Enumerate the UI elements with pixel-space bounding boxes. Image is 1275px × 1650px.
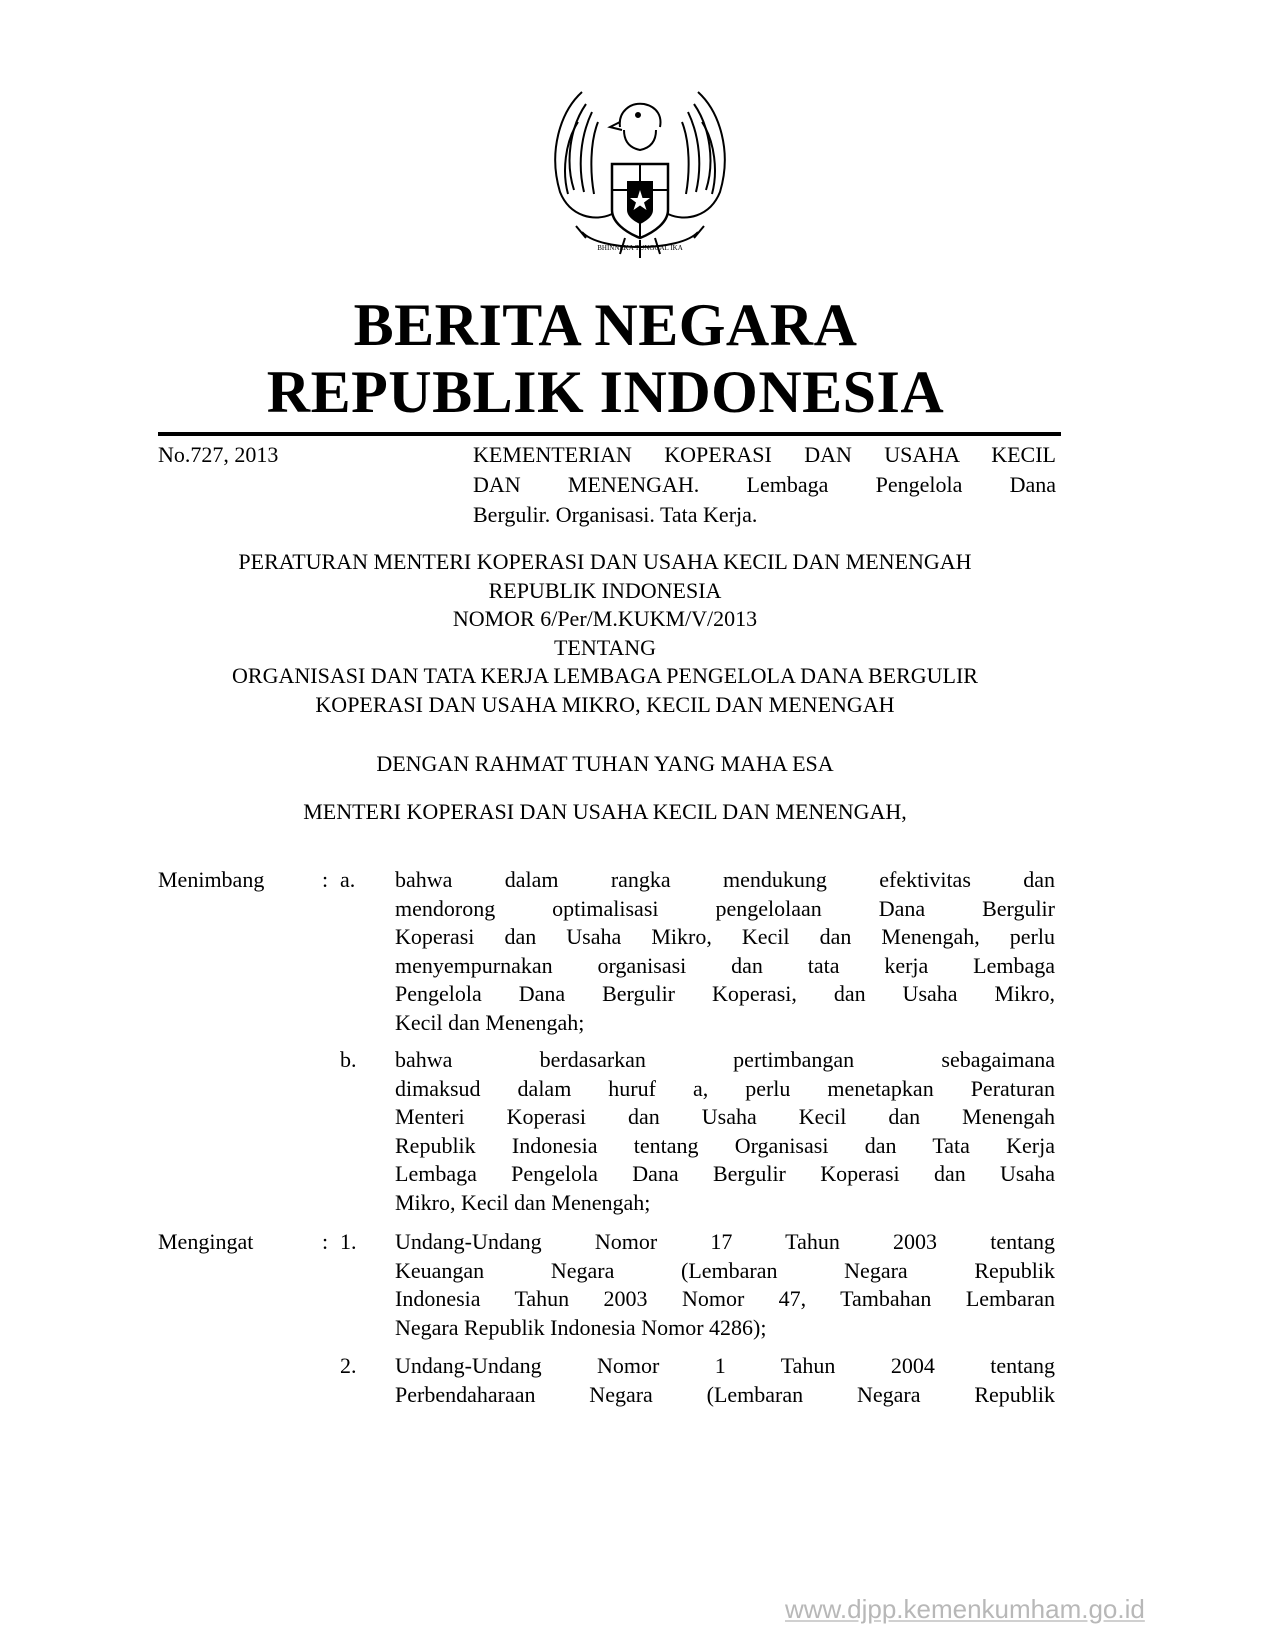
menimbang-label: Menimbang [158,867,265,892]
regulation-tentang: TENTANG [553,634,657,660]
summary-line: Bergulir. Organisasi. Tata Kerja. [473,502,758,527]
menimbang-colon: : [322,867,329,892]
regulation-country: REPUBLIK INDONESIA [488,577,722,603]
menimbang-item-a [395,866,1055,1037]
text-line: Undang-Undang Nomor 1 Tahun 2004 tentang [395,1353,1055,1378]
menimbang-marker-b: b. [340,1047,357,1072]
text-line: Pengelola Dana Bergulir Koperasi, dan Usaha Mikro, [395,981,1055,1006]
menimbang-item-b [395,1046,1055,1217]
text-line: bahwa dalam rangka mendukung efektivitas dan [395,867,1055,892]
text-line: mendorong optimalisasi pengelolaan Dana Bergulir [395,895,1055,921]
text-line: Indonesia Tahun 2003 Nomor 47, Tambahan Lembaran [395,1286,1055,1311]
mengingat-marker-1: 1. [340,1229,357,1254]
text-line: menyempurnakan organisasi dan tata kerja Lembaga [395,952,1055,978]
text-line: Mikro, Kecil dan Menengah; [395,1189,651,1215]
text-line: Perbendaharaan Negara (Lembaran Negara Republik [395,1381,1055,1407]
rahmat-line: DENGAN RAHMAT TUHAN YANG MAHA ESA [376,751,834,776]
menteri-line: MENTERI KOPERASI DAN USAHA KECIL DAN MENENGAH, [303,799,907,824]
text-line: Negara Republik Indonesia Nomor 4286); [395,1314,767,1340]
regulation-subject-line1: ORGANISASI DAN TATA KERJA LEMBAGA PENGELOLA DANA BERGULIR [232,663,978,688]
regulation-heading [130,548,1080,719]
mengingat-label: Mengingat [158,1229,254,1254]
mengingat-item-1 [395,1228,1055,1342]
gazette-title-line1: BERITA NEGARA [353,292,858,358]
summary-line: KEMENTERIAN KOPERASI DAN USAHA KECIL [473,442,1056,467]
mengingat-marker-2: 2. [340,1353,357,1378]
menimbang-marker-a: a. [340,867,356,892]
regulation-subject-line2: KOPERASI DAN USAHA MIKRO, KECIL DAN MENENGAH [315,691,895,717]
header-rule-divider [158,432,1061,436]
text-line: bahwa berdasarkan pertimbangan sebagaimana [395,1047,1055,1072]
svg-text:BHINNEKA TUNGGAL IKA: BHINNEKA TUNGGAL IKA [597,244,683,252]
text-line: Menteri Koperasi dan Usaha Kecil dan Menengah [395,1104,1055,1129]
mengingat-colon: : [322,1229,329,1254]
text-line: Lembaga Pengelola Dana Bergulir Koperasi dan Usaha [395,1161,1055,1186]
text-line: dimaksud dalam huruf a, perlu menetapkan Peraturan [395,1075,1055,1101]
gazette-summary [473,440,1056,530]
summary-line: DAN MENENGAH. Lembaga Pengelola Dana [473,472,1056,497]
text-line: Keuangan Negara (Lembaran Negara Republik [395,1257,1055,1283]
mengingat-item-2 [395,1352,1055,1409]
regulation-number: NOMOR 6/Per/M.KUKM/V/2013 [452,606,758,631]
gazette-number: No.727, 2013 [158,442,279,467]
watermark-link[interactable]: www.djpp.kemenkumham.go.id [785,1594,1145,1624]
text-line: Republik Indonesia tentang Organisasi dan Tata Kerja [395,1132,1055,1158]
text-line: Kecil dan Menengah; [395,1009,585,1035]
text-line: Undang-Undang Nomor 17 Tahun 2003 tentang [395,1229,1055,1254]
regulation-title: PERATURAN MENTERI KOPERASI DAN USAHA KECIL DAN MENENGAH [238,549,972,574]
gazette-title-line2: REPUBLIK INDONESIA [266,359,945,425]
garuda-pancasila-emblem-icon [520,82,760,267]
text-line: Koperasi dan Usaha Mikro, Kecil dan Menengah, perlu [395,924,1055,949]
